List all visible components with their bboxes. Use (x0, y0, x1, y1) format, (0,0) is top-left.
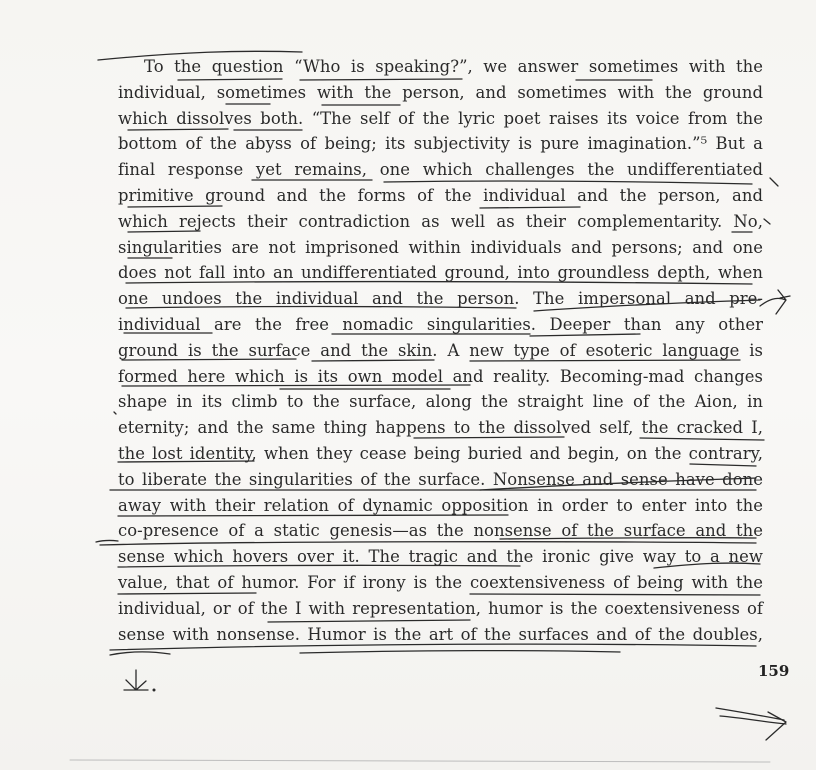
text-line: individual, sometimes with the person, and sometimes with the ground (118, 82, 763, 102)
text-line: sense with nonsense. Humor is the art of the surfaces and of the doubles, (118, 624, 763, 644)
margin-tick (114, 412, 116, 414)
page-number: 159 (758, 662, 790, 680)
text-line: formed here which is its own model and reality. Becoming-mad changes (118, 366, 763, 386)
text-line: singularities are not imprisoned within individuals and persons; and one (118, 237, 763, 257)
text-line: co-presence of a static genesis—as the nonsense of the surface and the (118, 521, 763, 541)
arrow-mark-right-icon (760, 290, 790, 314)
scribble-arrow-icon (716, 708, 786, 740)
text-line: sense which hovers over it. The tragic and the ironic give way to a new (118, 547, 763, 567)
text-line: shape in its climb to the surface, along the straight line of the Aion, in (118, 392, 763, 412)
text-line: bottom of the abyss of being; its subjectivity is pure imagination.”⁵ But a (118, 134, 763, 154)
margin-scribble (110, 652, 170, 655)
text-line: individual are the free nomadic singularities. Deeper than any other (118, 314, 763, 334)
bottom-rule (70, 760, 770, 762)
text-line: eternity; and the same thing happens to the dissolved self, the cracked I, (118, 418, 763, 438)
margin-tick (96, 540, 118, 542)
text-line: the lost identity, when they cease being buried and begin, on the contrary, (118, 443, 763, 463)
margin-tick (770, 178, 778, 186)
text-line: which dissolves both. “The self of the lyric poet raises its voice from the (118, 108, 763, 128)
margin-tick (764, 219, 770, 224)
text-line: one undoes the individual and the person. The impersonal and pre- (118, 289, 763, 309)
text-line: primitive ground and the forms of the individual and the person, and (118, 185, 763, 205)
text-line: ground is the surface and the skin. A new type of esoteric language is (118, 340, 763, 360)
text-line: which rejects their contradiction as well as their complementarity. No, (118, 211, 763, 231)
underline-stroke (300, 651, 620, 653)
text-line: final response yet remains, one which challenges the undifferentiated (118, 160, 763, 180)
text-line: away with their relation of dynamic opposition in order to enter into the (118, 495, 763, 515)
text-line: To the question “Who is speaking?”, we answer sometimes with the (144, 57, 763, 76)
down-arrow-dot (153, 689, 156, 692)
down-arrow-icon (124, 670, 148, 690)
text-line: individual, or of the I with representation, humor is the coextensiveness of (118, 598, 763, 618)
text-line: to liberate the singularities of the surface. Nonsense and sense have done (118, 469, 763, 489)
text-line: does not fall into an undifferentiated ground, into groundless depth, when (118, 263, 763, 283)
body-paragraph (118, 54, 763, 647)
text-line: value, that of humor. For if irony is the coextensiveness of being with the (118, 572, 763, 592)
